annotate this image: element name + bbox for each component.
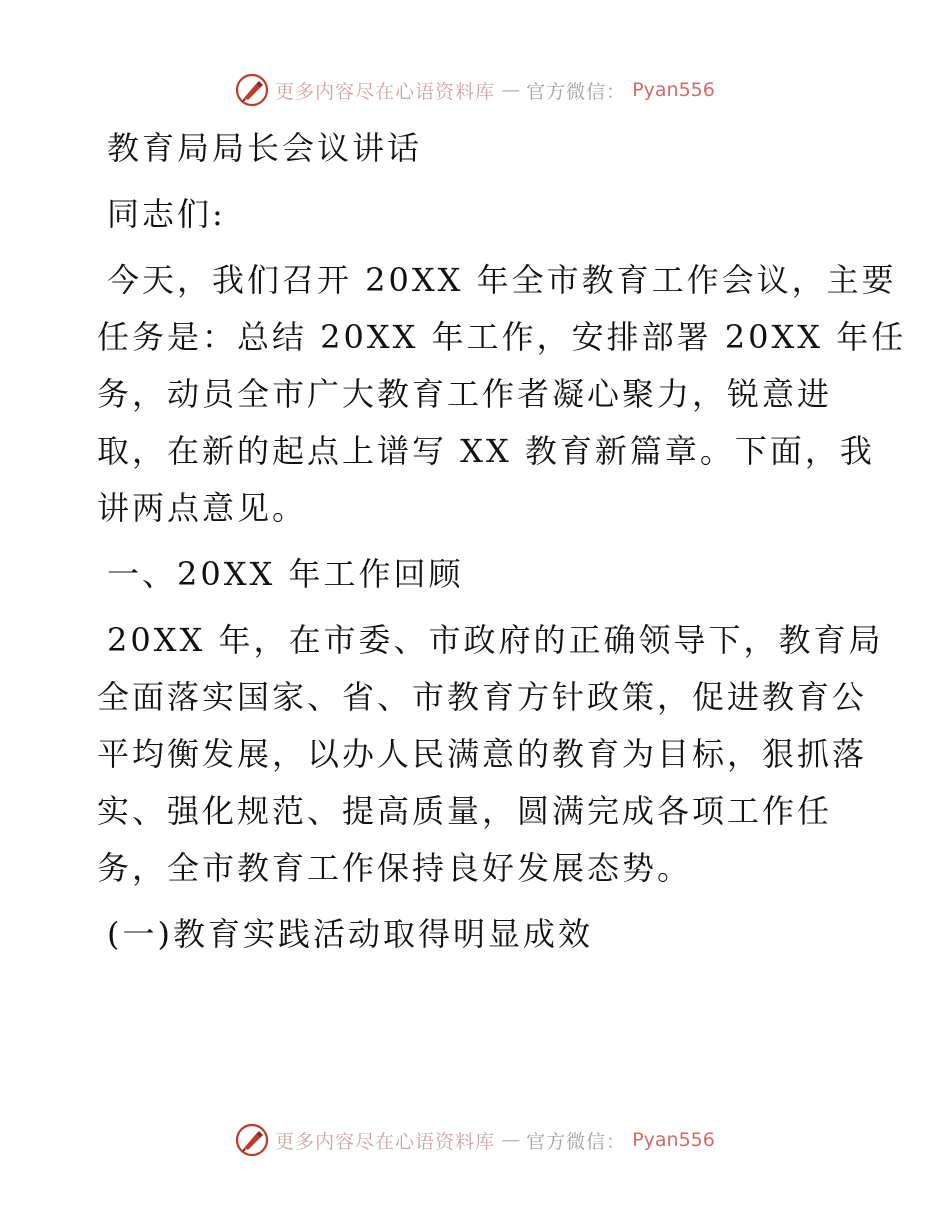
- pen-logo-icon: [235, 1123, 269, 1157]
- subsection-heading: (一)教育实践活动取得明显成效: [107, 915, 593, 953]
- document-body: [97, 120, 907, 963]
- paragraph-line: 今天，我们召开 20XX 年全市教育工作会议，主要: [107, 261, 897, 299]
- section-paragraph: [97, 612, 884, 897]
- paragraph-line: 任务是：总结 20XX 年工作，安排部署 20XX 年任: [97, 318, 907, 356]
- pen-logo-icon: [235, 73, 269, 107]
- paragraph-line: 全面落实国家、省、市教育方针政策，促进教育公: [97, 678, 868, 716]
- watermark-site-text: 更多内容尽在心语资料库: [275, 80, 496, 103]
- intro-paragraph: [97, 252, 907, 537]
- watermark-separator: —: [501, 1129, 521, 1151]
- paragraph-line: 20XX 年，在市委、市政府的正确领导下，教育局: [107, 621, 884, 659]
- watermark-site-text: 更多内容尽在心语资料库: [275, 1130, 496, 1153]
- section-heading: 一、20XX 年工作回顾: [107, 555, 464, 593]
- watermark-account: Pyan556: [632, 1129, 715, 1151]
- watermark-separator: —: [501, 79, 521, 101]
- paragraph-line: 取，在新的起点上谱写 XX 教育新篇章。下面，我: [97, 432, 875, 470]
- paragraph-line: 讲两点意见。: [97, 489, 308, 527]
- watermark-label: 官方微信：: [526, 80, 627, 103]
- greeting: 同志们:: [107, 195, 226, 233]
- paragraph-line: 务，全市教育工作保持良好发展态势。: [97, 849, 693, 887]
- paragraph-line: 实、强化规范、提高质量，圆满完成各项工作任: [97, 792, 833, 830]
- watermark-label: 官方微信：: [526, 1130, 627, 1153]
- document-title: 教育局局长会议讲话: [107, 129, 423, 167]
- header-watermark: [0, 70, 950, 110]
- watermark-account: Pyan556: [632, 79, 715, 101]
- paragraph-line: 务，动员全市广大教育工作者凝心聚力，锐意进: [97, 375, 833, 413]
- footer-watermark: [0, 1120, 950, 1160]
- paragraph-line: 平均衡发展，以办人民满意的教育为目标，狠抓落: [97, 735, 868, 773]
